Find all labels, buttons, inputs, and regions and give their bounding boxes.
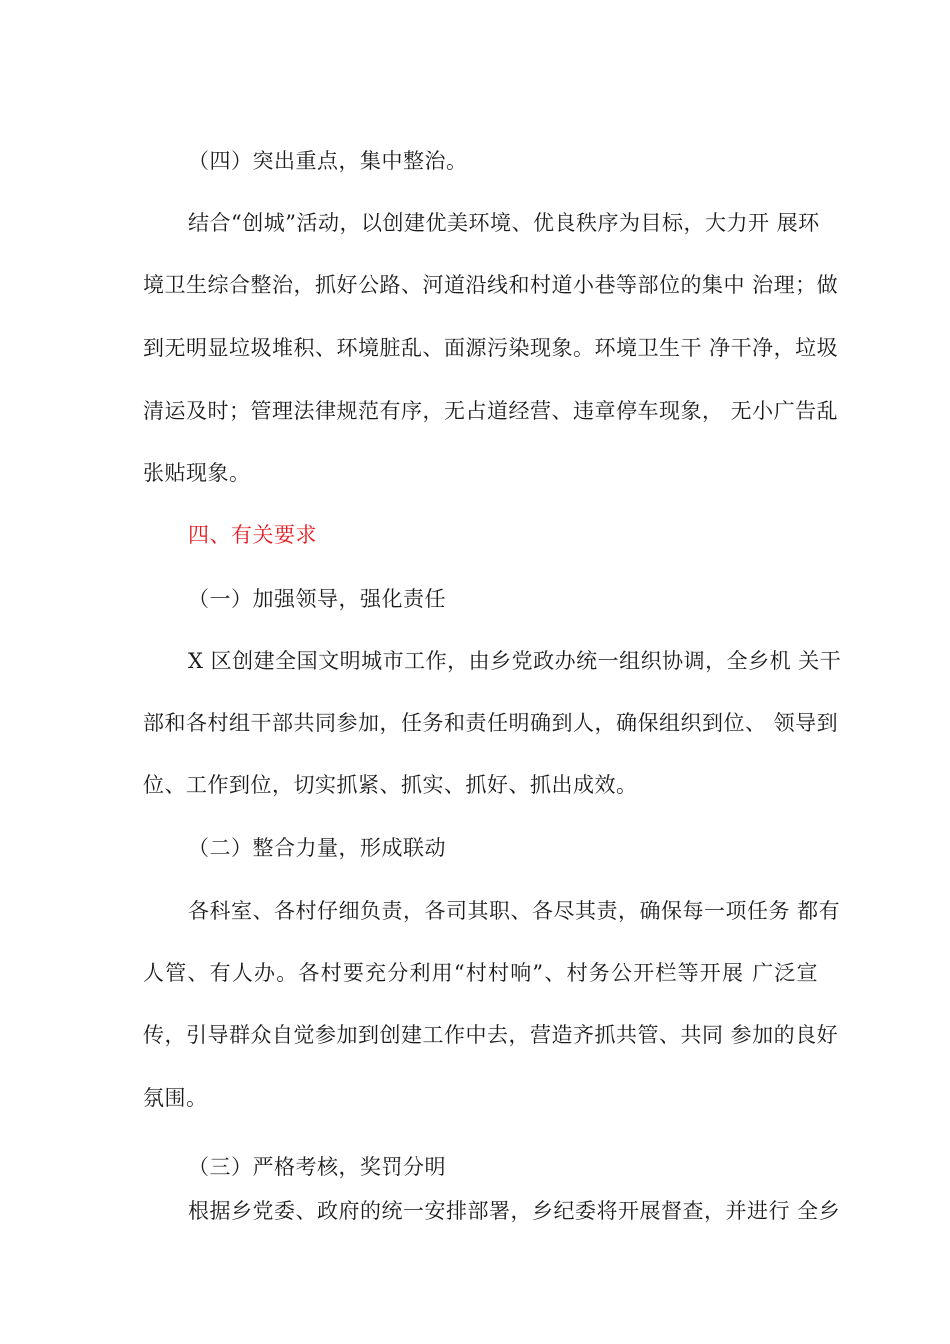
paragraph-line: 根据乡党委、政府的统一安排部署，乡纪委将开展督查，并进行 全乡 <box>188 1199 841 1223</box>
subsection-title: （三）严格考核，奖罚分明 <box>188 1155 446 1179</box>
paragraph-line: 人管、有人办。各村要充分利用“村村响”、村务公开栏等开展 广泛宣 <box>143 961 818 985</box>
chapter-heading: 四、有关要求 <box>188 523 317 547</box>
paragraph-line: 位、工作到位，切实抓紧、抓实、抓好、抓出成效。 <box>143 773 638 797</box>
paragraph-line: 结合“创城”活动，以创建优美环境、优良秩序为目标，大力开 展环 <box>188 211 820 235</box>
paragraph-line: 传，引导群众自觉参加到创建工作中去，营造齐抓共管、共同 参加的良好 <box>143 1023 839 1047</box>
paragraph-line: 氛围。 <box>143 1086 208 1110</box>
paragraph-line: 张贴现象。 <box>143 461 251 485</box>
subsection-title: （四）突出重点，集中整治。 <box>188 149 468 173</box>
paragraph-line: 清运及时；管理法律规范有序，无占道经营、违章停车现象， 无小广告乱 <box>143 399 839 423</box>
subsection-title: （一）加强领导，强化责任 <box>188 587 446 611</box>
paragraph-line: 各科室、各村仔细负责，各司其职、各尽其责，确保每一项任务 都有 <box>188 899 841 923</box>
subsection-title: （二）整合力量，形成联动 <box>188 836 446 860</box>
paragraph-line: 部和各村组干部共同参加，任务和责任明确到人，确保组织到位、 领导到 <box>143 711 839 735</box>
paragraph-line: X 区创建全国文明城市工作，由乡党政办统一组织协调，全乡机 关干 <box>188 649 842 673</box>
paragraph-line: 境卫生综合整治，抓好公路、河道沿线和村道小巷等部位的集中 治理；做 <box>143 273 839 297</box>
paragraph-line: 到无明显垃圾堆积、环境脏乱、面源污染现象。环境卫生干 净干净，垃圾 <box>143 336 839 360</box>
